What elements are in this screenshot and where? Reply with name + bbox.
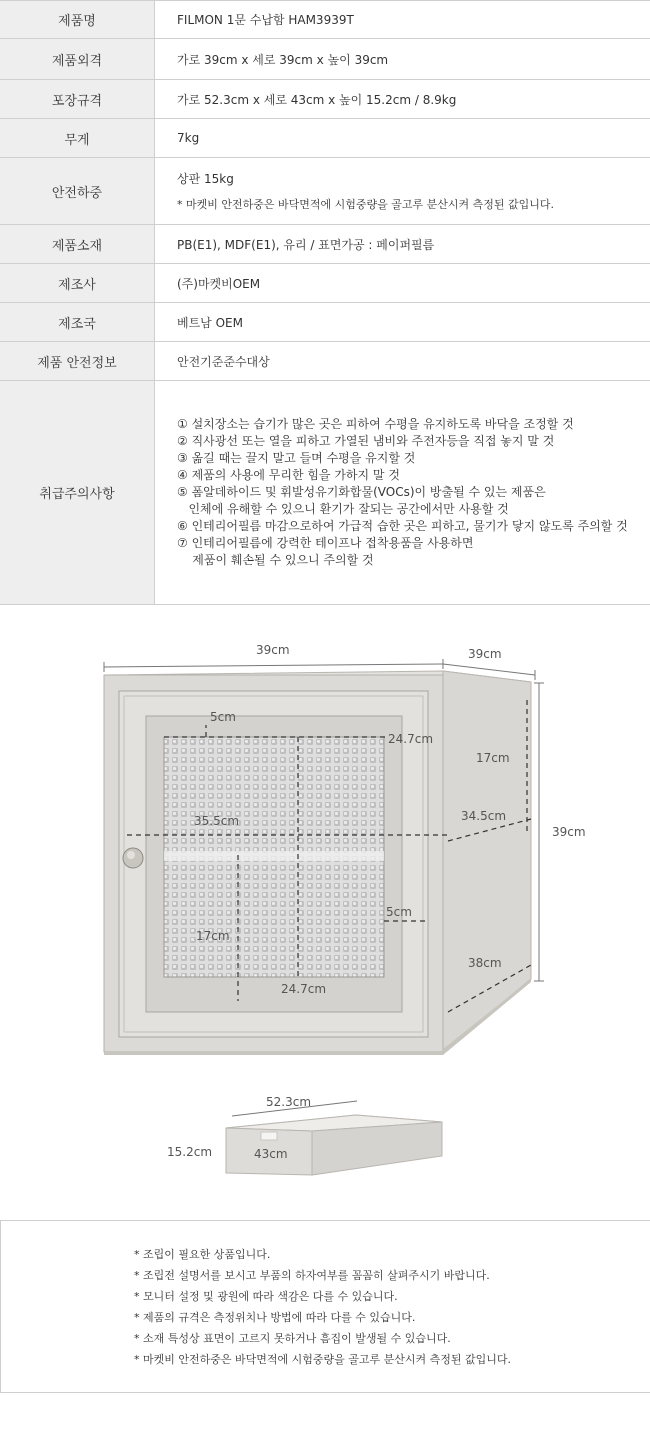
caution-item: 제품이 훼손될 수 있으니 주의할 것 — [177, 553, 374, 567]
note-item: * 마켓비 안전하중은 바닥면적에 시험중량을 골고루 분산시켜 측정된 값입니다. — [134, 1353, 511, 1366]
spec-row-material — [0, 225, 650, 264]
spec-row-weight — [0, 119, 650, 158]
spec-value: PB(E1), MDF(E1), 유리 / 표면가공 : 페이퍼필름 — [177, 237, 435, 252]
window-upper-width-label: 24.7cm — [388, 732, 434, 746]
window-lower-width-label: 24.7cm — [281, 982, 327, 996]
spec-row-safety-info — [0, 342, 650, 381]
spec-value: 가로 39cm x 세로 39cm x 높이 39cm — [177, 52, 389, 67]
spec-row-dimensions — [0, 39, 650, 80]
spec-label: 취급주의사항 — [0, 381, 155, 604]
spec-row-caution — [0, 381, 650, 605]
spec-note: * 마켓비 안전하중은 바닥면적에 시험중량을 골고루 분산시켜 측정된 값입니다. — [177, 198, 554, 211]
spec-value: FILMON 1문 수납함 HAM3939T — [177, 13, 354, 27]
caution-item: ⑤ 폼알데하이드 및 휘발성유기화합물(VOCs)이 방출될 수 있는 제품은 — [177, 485, 546, 499]
note-item: * 조립전 설명서를 보시고 부품의 하자여부를 꼼꼼히 살펴주시기 바랍니다. — [134, 1269, 490, 1282]
caution-item: ⑦ 인테리어필름에 강력한 테이프나 접착용품을 사용하면 — [177, 536, 474, 550]
caution-item: ③ 옮길 때는 끌지 말고 들며 수평을 유지할 것 — [177, 451, 416, 465]
window-side-margin-label: 5cm — [386, 905, 412, 919]
window-top-margin-label: 5cm — [210, 710, 236, 724]
package-width-label: 52.3cm — [266, 1095, 312, 1109]
note-item: * 소재 특성상 표면이 고르지 못하거나 흠집이 발생될 수 있습니다. — [134, 1332, 451, 1345]
spec-label: 무게 — [0, 119, 155, 157]
caution-item: ① 설치장소는 습기가 많은 곳은 피하여 수평을 유지하도록 바닥을 조정할 것 — [177, 417, 574, 431]
spec-label: 포장규격 — [0, 80, 155, 118]
diagram-svg — [0, 603, 650, 1220]
spec-row-maker — [0, 264, 650, 303]
caution-item: ⑥ 인테리어필름 마감으로하여 가급적 습한 곳은 피하고, 물기가 닿지 않도록 주의할 것 — [177, 519, 628, 533]
knob-offset-label: 35.5cm — [194, 814, 240, 828]
spec-label: 제조사 — [0, 264, 155, 302]
spec-value: 7kg — [177, 131, 200, 145]
spec-label: 제조국 — [0, 303, 155, 341]
depth-label: 39cm — [468, 647, 502, 661]
height-label: 39cm — [552, 825, 586, 839]
spec-label: 제품명 — [0, 1, 155, 38]
spec-table — [0, 0, 650, 605]
side-top-label: 17cm — [476, 751, 510, 765]
width-dimension — [104, 659, 443, 672]
note-item: * 제품의 규격은 측정위치나 방법에 따라 다를 수 있습니다. — [134, 1311, 416, 1324]
note-item: * 모니터 설정 및 광원에 따라 색감은 다를 수 있습니다. — [134, 1290, 398, 1303]
package-depth-label: 43cm — [254, 1147, 288, 1161]
spec-value: 상판 15kg — [177, 172, 234, 186]
spec-value: (주)마켓비OEM — [177, 276, 261, 291]
caution-item: ② 직사광선 또는 열을 피하고 가열된 냄비와 주전자등을 직접 놓지 말 것 — [177, 434, 555, 448]
package-height-label: 15.2cm — [167, 1145, 213, 1159]
side-upper-label: 34.5cm — [461, 809, 507, 823]
width-label: 39cm — [256, 643, 290, 657]
spec-value: 안전기준준수대상 — [177, 354, 270, 369]
spec-label: 제품 안전정보 — [0, 342, 155, 380]
spec-row-package — [0, 80, 650, 119]
spec-label: 제품소재 — [0, 225, 155, 263]
notes-box — [0, 1221, 650, 1393]
dimension-diagram — [0, 603, 650, 1221]
spec-value: 베트남 OEM — [177, 315, 243, 330]
spec-row-country — [0, 303, 650, 342]
spec-label: 제품외격 — [0, 39, 155, 79]
spec-label: 안전하중 — [0, 158, 155, 224]
side-lower-label: 38cm — [468, 956, 502, 970]
caution-list — [177, 416, 650, 569]
caution-item: 인체에 유해할 수 있으니 환기가 잘되는 공간에서만 사용할 것 — [177, 502, 509, 516]
caution-item: ④ 제품의 사용에 무리한 힘을 가하지 말 것 — [177, 468, 400, 482]
spec-row-name — [0, 1, 650, 39]
note-item: * 조립이 필요한 상품입니다. — [134, 1248, 271, 1261]
spec-value: 가로 52.3cm x 세로 43cm x 높이 15.2cm / 8.9kg — [177, 92, 457, 107]
cabinet-illustration — [104, 671, 531, 1055]
lower-height-label: 17cm — [196, 929, 230, 943]
spec-row-safe-load — [0, 158, 650, 225]
height-dimension — [534, 683, 544, 981]
notes-list — [134, 1244, 511, 1370]
